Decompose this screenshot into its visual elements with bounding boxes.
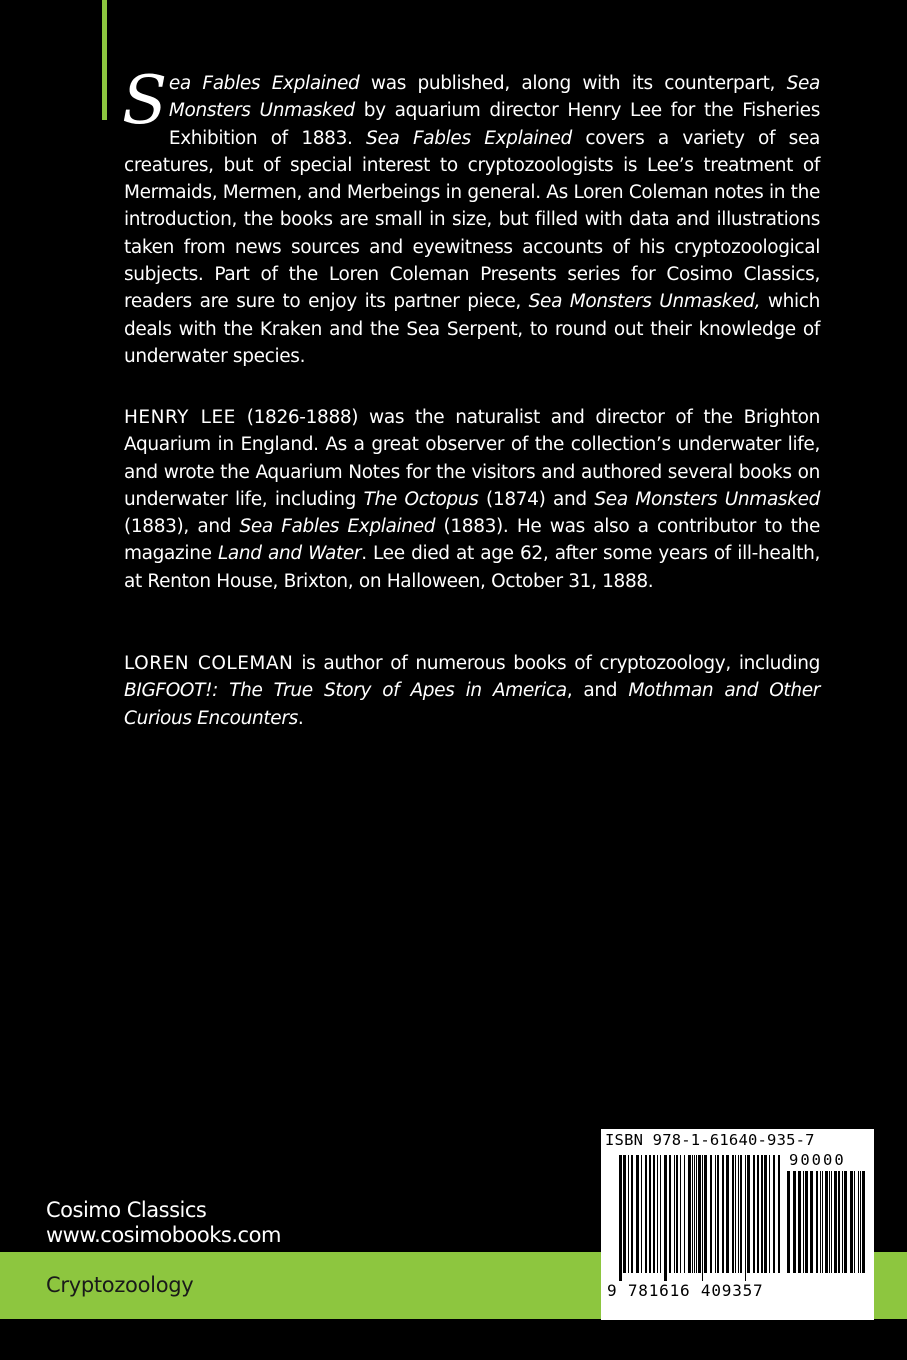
barcode-bar (787, 1171, 790, 1273)
barcode-bar (710, 1155, 712, 1273)
barcode-bar (722, 1155, 724, 1273)
text-run: . (297, 707, 304, 729)
text-run: covers a variety of sea creatures, but of special interest to cryptozoologists is Lee’s treatment of Mermaids, Mermen, and Merbeings in general. As Loren Coleman notes in the introduction, the books are small in size, but filled with data and illustrations taken from news sources and eyewitness accounts of his cryptozoological subjects. Part of the Loren Coleman Presents series for Cosimo Classics, readers are sure to enjoy its partner piece, (124, 127, 820, 313)
barcode-bar (747, 1155, 750, 1273)
barcode-bar (838, 1171, 840, 1273)
text-run: (1883), and (124, 516, 240, 538)
barcode-bar (805, 1171, 808, 1273)
barcode-bar (860, 1171, 861, 1273)
barcode-bar (831, 1171, 832, 1273)
barcode-bar (649, 1155, 651, 1273)
editor-bio (124, 650, 820, 732)
barcode-bar (702, 1155, 703, 1281)
barcode-bar (669, 1155, 671, 1273)
italic-title: Sea Fables Explained (366, 127, 572, 149)
barcode-bar (738, 1155, 739, 1273)
barcode-bar (745, 1155, 746, 1281)
barcode-bar (717, 1155, 719, 1273)
author-bio-body (124, 407, 820, 592)
italic-title: Sea Monsters Unmasked, (528, 291, 761, 313)
barcode-bar (769, 1155, 770, 1273)
barcode-bar (715, 1155, 716, 1273)
barcode-bar (858, 1171, 859, 1273)
barcode-bar (764, 1155, 767, 1273)
text-run: (1874) and (478, 488, 595, 510)
barcode-bar (628, 1155, 629, 1273)
ean-digits: 9 781616 409357 (607, 1281, 764, 1300)
italic-title: ea Fables Explained (168, 73, 360, 94)
category-label: Cryptozoology (46, 1273, 194, 1297)
barcode-bar (657, 1155, 658, 1273)
barcode-bar (854, 1171, 855, 1273)
barcode-addon-bars (787, 1171, 867, 1281)
barcode-bar (619, 1155, 622, 1281)
book-blurb (122, 62, 820, 370)
price-code: 90000 (789, 1151, 846, 1169)
text-run: , and (566, 680, 629, 702)
barcode-bar (636, 1155, 639, 1273)
italic-title: The Octopus (363, 488, 479, 510)
publisher-website: www.cosimobooks.com (46, 1223, 281, 1247)
isbn-label: ISBN 978-1-61640-935-7 (605, 1131, 815, 1149)
text-run: is author of numerous books of cryptozoology, including (293, 653, 820, 674)
blurb-body (122, 62, 820, 367)
text-run: by aquarium director Henry Lee for the Fisheries Exhibition of 1883. (168, 100, 820, 149)
barcode-bar (698, 1155, 701, 1273)
barcode-bar (829, 1171, 830, 1273)
author-bio (124, 404, 820, 595)
barcode-bar (684, 1155, 685, 1273)
isbn-barcode (601, 1129, 874, 1320)
barcode-bar (694, 1155, 695, 1273)
barcode-bar (660, 1155, 661, 1273)
barcode-bar (688, 1155, 691, 1273)
barcode-bar (816, 1171, 818, 1273)
author-name: HENRY LEE (124, 407, 236, 428)
barcode-bar (810, 1171, 813, 1273)
editor-name: LOREN COLEMAN (124, 653, 294, 674)
barcode-bar (844, 1171, 847, 1273)
barcode-bar (820, 1171, 821, 1273)
barcode-bar (740, 1155, 742, 1273)
barcode-bars (619, 1155, 783, 1281)
barcode-bar (704, 1155, 707, 1273)
barcode-bar (803, 1171, 804, 1273)
barcode-bar (676, 1155, 678, 1273)
barcode-bar (696, 1155, 697, 1273)
barcode-bar (732, 1155, 734, 1273)
italic-title: Sea Fables Explained (239, 516, 436, 538)
barcode-bar (692, 1155, 693, 1273)
barcode-bar (825, 1171, 828, 1273)
barcode-bar (735, 1155, 736, 1273)
barcode-bar (773, 1155, 775, 1273)
barcode-bar (726, 1155, 729, 1273)
barcode-bar (631, 1155, 633, 1273)
barcode-bar (757, 1155, 759, 1273)
barcode-bar (653, 1155, 655, 1273)
italic-title: BIGFOOT!: The True Story of Apes in America (124, 680, 567, 702)
text-run: was published, along with its counterpart, (359, 73, 787, 94)
barcode-bar (798, 1171, 801, 1273)
barcode-bar (778, 1155, 780, 1273)
barcode-bar (761, 1155, 763, 1273)
text-run: (1826-1888) was the naturalist and director of the Brighton Aquarium in England. As a great observer of the collection’s underwater life, and wrote the Aquarium Notes for the visitors and authored several books on underwater life, including (124, 407, 820, 510)
text-run: which deals with the Kraken and the Sea Serpent, to round out their knowledge of underwater species. (124, 291, 820, 367)
italic-title: Mothman and Other Curious Encounters (124, 680, 820, 729)
text-run: . Lee died at age 62, after some years of ill-health, at Renton House, Brixton, on Halloween, October 31, 1888. (124, 543, 820, 592)
drop-cap: S (122, 62, 167, 139)
barcode-bar (645, 1155, 647, 1273)
italic-title: Sea Monsters Unmasked (168, 73, 820, 122)
publisher-name: Cosimo Classics (46, 1198, 207, 1222)
italic-title: Sea Monsters Unmasked (594, 488, 821, 510)
italic-title: Land and Water (217, 543, 362, 565)
barcode-bar (793, 1171, 796, 1273)
barcode-bar (753, 1155, 755, 1273)
barcode-bar (641, 1155, 642, 1273)
barcode-bar (680, 1155, 681, 1273)
barcode-bar (664, 1155, 667, 1281)
barcode-bar (674, 1155, 675, 1273)
barcode-bar (822, 1171, 823, 1273)
barcode-bar (850, 1171, 853, 1273)
barcode-bar (842, 1171, 843, 1273)
barcode-bar (834, 1171, 837, 1273)
barcode-bar (623, 1155, 626, 1273)
text-run: (1883). He was also a contributor to the magazine (124, 516, 820, 565)
accent-rule (102, 0, 107, 120)
publisher-block (46, 1198, 281, 1248)
barcode-bar (862, 1171, 865, 1273)
